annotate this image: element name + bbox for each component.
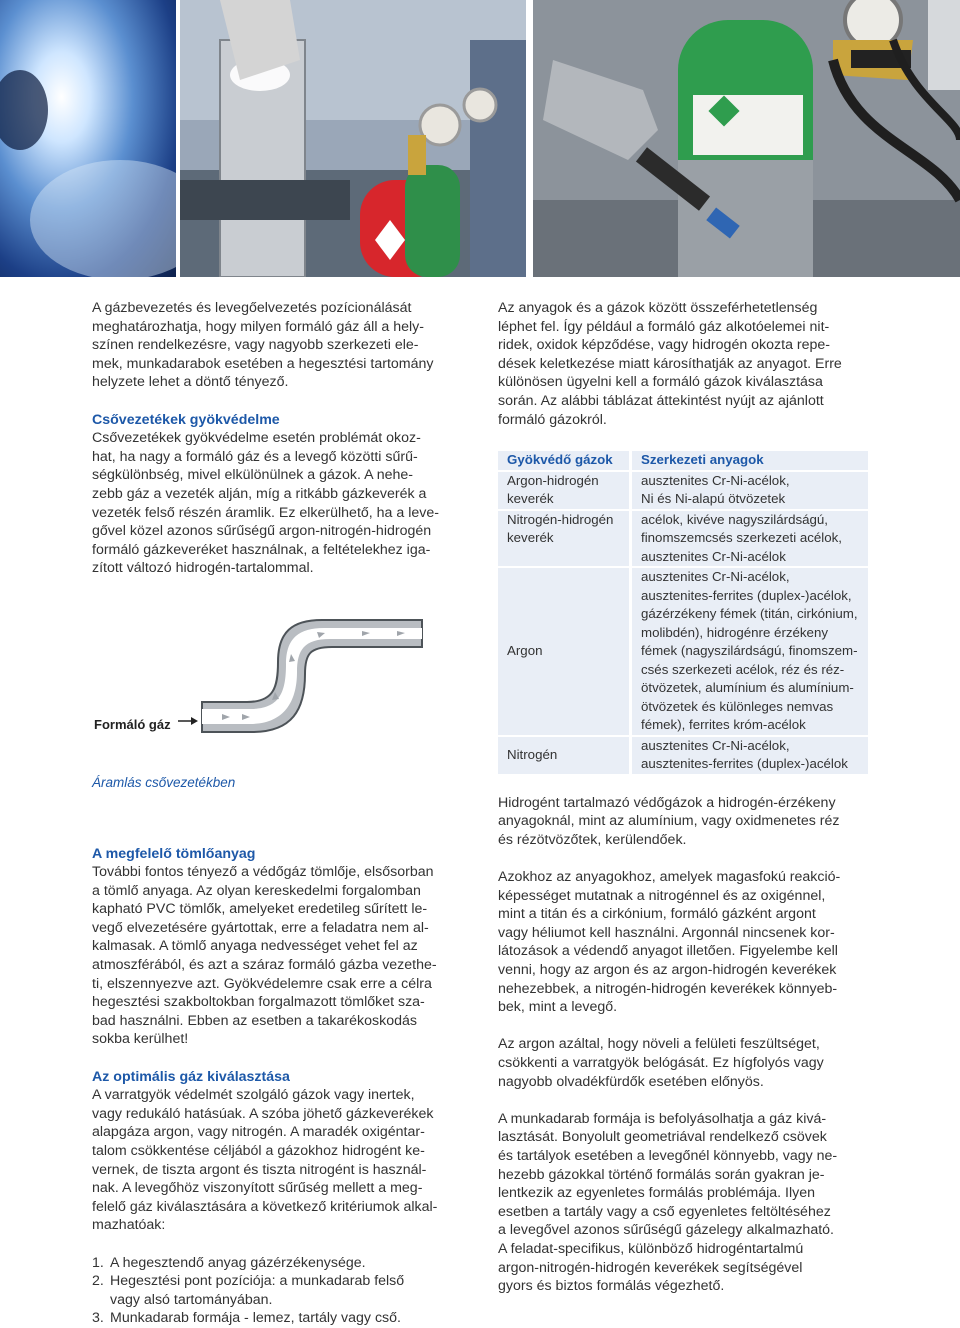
criteria-list xyxy=(92,1254,464,1328)
list-item-text: A hegesztendő anyag gázérzékenysége. xyxy=(110,1254,366,1271)
hose-material-text: További fontos tényező a védőgáz tömlője, elsősorban a tömlő anyaga. Az olyan kereskedelmi forgalomban kapható PVC tömlők, amelyeket eredetileg sűrített le- vegő elvezetésére gyártottak, erre a feladatra nem al- kalmasak. A tömlő anyaga nedvességet vehet fel az atmoszférából, és azt a száraz formáló gázba vezethe- ti, elszennyezve azt. Gyökvédelemre csak erre a célra hegesztési szakboltokban forgalmazott tömlőket sza- bad használni. Ebben az esetben a takarékoskodás sokba kerülhet! xyxy=(92,864,437,1048)
list-item-text: Munkadarab formája - lemez, tartály vagy cső. xyxy=(110,1310,401,1327)
reactive-materials-paragraph: Azokhoz az anyagokhoz, amelyek magasfokú reakció- képességet mutatnak a nitrogénnel és az oxigénnel, mint a titán és a cirkónium, formáló gázként argont vagy héliumot kell használni. Argonnál nincsenek kor- látozások a védendő anyagot illetően. Figyelembe kell venni, hogy az argon és az argon-hidrogén keverékek nehezebbek, a nitrogén-hidrogén keverékek könnyeb- bek, mint a levegő. xyxy=(498,869,841,1016)
welding-torch-blue-flame-photo-icon xyxy=(0,0,176,277)
table-header-materials: Szerkezeti anyagok xyxy=(631,451,869,471)
diagram-caption: Áramlás csővezetékben xyxy=(92,774,236,790)
welding-pipe-with-gas-cylinders-photo-icon xyxy=(180,0,526,277)
table-row xyxy=(498,567,868,736)
gas-cylinders-with-regulator-photo-icon xyxy=(533,0,960,277)
gas-material-table xyxy=(498,451,868,774)
table-cell-gas: Argon xyxy=(498,567,631,736)
workpiece-shape-paragraph: A munkadarab formája is befolyásolhatja a gáz kivá- lasztását. Bonyolult geometriával rendelkező csövek és tartályok esetében a levegőnél könnyebb, vagy ne- hezebb gázokkal történő formálás során gyakran je- lentkezik az egyenletes formálás problémája. Ilyen esetben a tartály vagy a cső egyenletes feltöltéséhez a levegővel azonos sűrűségű gázelegy alkalmazható. A feladat-specifikus, különböző hidrogéntartalmú argon-nitrogén-hidrogén keverékek segítségével gyors és biztos formálás végezhető. xyxy=(498,1110,838,1295)
list-item xyxy=(92,1309,464,1328)
table-header-gases: Gyökvédő gázok xyxy=(498,451,631,471)
table-row xyxy=(498,736,868,774)
intro-paragraph: A gázbevezetés és levegőelvezetés pozícionálását meghatározhatja, hogy milyen formáló gáz áll a hely- színen rendelkezésre, vagy nagyobb szerkezeti ele- mek, munkadarabok esetében a hegesztési tartomány helyzete lehet a döntő tényező. xyxy=(92,300,434,391)
gas-selection-text: A varratgyök védelmét szolgáló gázok vagy inertek, vagy redukáló hatásúak. A szóba jöhető gázkeverékek alapgáza argon, vagy nitrogén. A maradék oxigéntar- talom csökkentése céljából a gázokhoz hidrogént ke- vernek, de tiszta argont és tiszta nitrogént is használ- nak. A levegőhöz viszonyított sűrűség mellett a meg- felelő gáz kiválasztására a következő kritériumok alkal- mazhatóak: xyxy=(92,1087,438,1234)
pipe-flow-diagram xyxy=(92,592,428,762)
gas-cylinders-photo xyxy=(533,0,960,277)
table-row xyxy=(498,510,868,568)
list-item-number: 3. xyxy=(92,1310,104,1327)
pipe-root-protection-text: Csővezetékek gyökvédelme esetén problémát okoz- hat, ha nagy a formáló gáz és a levegő közötti sűrű- ségkülönbség, mivel elkülönülnek a gázok. A nehe- zebb gáz a vezeték alján, míg a ritkább gázkeverék a vezeték felső részén áramlik. Ez elkerülhető, ha a leve- gővel közel azonos sűrűségű argon-nitrogén-hidrogén formáló gázkeveréket használnak, a feltételekhez iga- zított változó hidrogén-tartalommal. xyxy=(92,430,439,577)
left-column xyxy=(92,299,464,1328)
argon-surface-tension-paragraph: Az argon azáltal, hogy növeli a felületi feszültséget, csökkenti a varratgyök belógását. Ez hígfolyós vagy nagyobb olvadékfürdők esetében előnyös. xyxy=(498,1036,824,1090)
table-cell-materials: acélok, kivéve nagyszilárdságú, finomszemcsés szerkezeti acélok, ausztenites Cr-Ni-acélok xyxy=(631,510,869,568)
table-cell-gas: Argon-hidrogén keverék xyxy=(498,471,631,510)
list-item xyxy=(92,1272,464,1309)
pipe-diagram-graphic xyxy=(92,592,428,762)
compatibility-intro: Az anyagok és a gázok között összeférhetetlenség léphet fel. Így például a formáló gáz alkotóelemei nit- ridek, oxidok képződése, vagy hidrogén okozta repe- dések keletkezése miatt károsíthatják az anyagot. Erre különösen ügyelni kell a formáló gázok kiválasztása során. Az alábbi táblázat áttekintést nyújt az ajánlott formáló gázokról. xyxy=(498,300,842,428)
list-item-number: 1. xyxy=(92,1254,104,1271)
forming-gas-label: Formáló gáz xyxy=(94,716,171,732)
list-item xyxy=(92,1254,464,1273)
table-header-row xyxy=(498,451,868,471)
table-cell-materials: ausztenites Cr-Ni-acélok, ausztenites-ferrites (duplex-)acélok xyxy=(631,736,869,774)
pipe-root-protection-heading: Csővezetékek gyökvédelme xyxy=(92,411,280,428)
gas-selection-heading: Az optimális gáz kiválasztása xyxy=(92,1068,290,1085)
table-cell-materials: ausztenites Cr-Ni-acélok, ausztenites-ferrites (duplex-)acélok, gázérzékeny fémek (titán, cirkónium, molibdén), hidrogénre érzékeny fémek (nagyszilárdságú, finomszem- csés szerkezeti acélok, réz és réz- ötvözetek, alumínium és alumínium- ötvözetek és különleges nemvas fémek), ferrites króm-acélok xyxy=(631,567,869,736)
list-item-text: Hegesztési pont pozíciója: a munkadarab felső vagy alsó tartományában. xyxy=(110,1273,405,1308)
hose-material-heading: A megfelelő tömlőanyag xyxy=(92,845,256,862)
welding-flame-photo xyxy=(0,0,176,277)
pipe-welding-photo xyxy=(180,0,526,277)
table-cell-materials: ausztenites Cr-Ni-acélok, Ni és Ni-alapú ötvözetek xyxy=(631,471,869,510)
table-row xyxy=(498,471,868,510)
hydrogen-paragraph: Hidrogént tartalmazó védőgázok a hidrogén-érzékeny anyagoknál, mint az alumínium, vagy oxidmenetes réz és rézötvözőtek, kerülendőek. xyxy=(498,794,840,848)
table-cell-gas: Nitrogén-hidrogén keverék xyxy=(498,510,631,568)
list-item-number: 2. xyxy=(92,1273,104,1290)
right-column xyxy=(498,299,870,1296)
table-cell-gas: Nitrogén xyxy=(498,736,631,774)
